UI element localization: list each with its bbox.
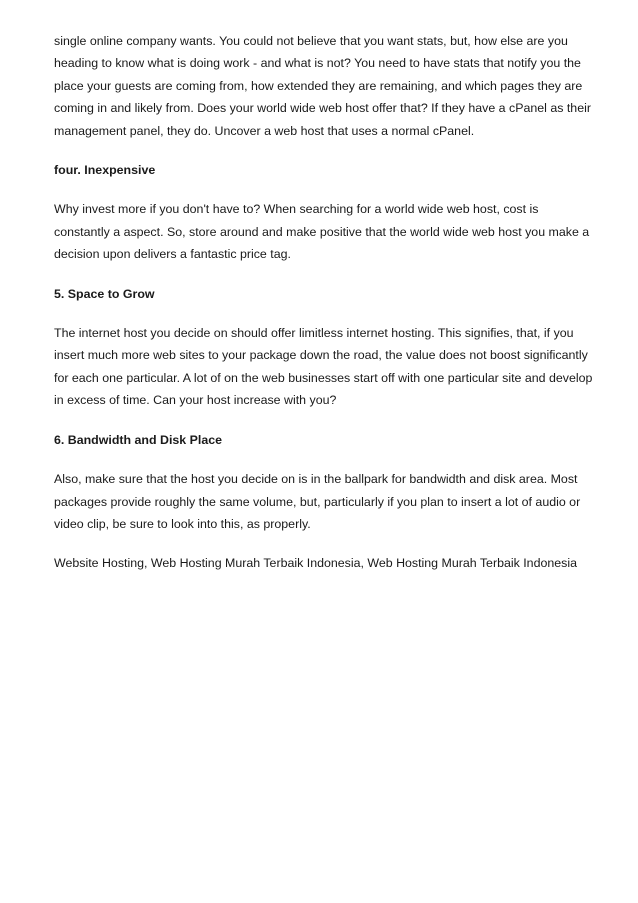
paragraph-inexpensive: Why invest more if you don't have to? When searching for a world wide web host, cost is constantly a aspect. So, store around and make positive that the world wide web host you make a decision upon delivers a fantastic price tag.	[54, 202, 590, 262]
paragraph-bandwidth-disk: Also, make sure that the host you decide on is in the ballpark for bandwidth and disk area. Most packages provide roughly the same volume, but, particularly if you plan to insert a lot of audio or video clip, be sure to look into this, as properly.	[54, 472, 581, 531]
document-page	[54, 30, 594, 575]
tags-line: Website Hosting, Web Hosting Murah Terbaik Indonesia, Web Hosting Murah Terbaik Indonesia	[54, 556, 577, 571]
heading-space-to-grow: 5. Space to Grow	[54, 286, 155, 301]
heading-inexpensive: four. Inexpensive	[54, 163, 156, 178]
paragraph-stats: single online company wants. You could not believe that you want stats, but, how else are you heading to know what is doing work - and what is not? You need to have stats that notify you the place your guests are coming from, how extended they are remaining, and which pages they are coming in and likely from. Does your world wide web host offer that? If they have a cPanel as their management panel, they do. Uncover a web host that uses a normal cPanel.	[54, 34, 591, 138]
heading-bandwidth-disk: 6. Bandwidth and Disk Place	[54, 432, 223, 447]
paragraph-space-to-grow: The internet host you decide on should offer limitless internet hosting. This signifies, that, if you insert much more web sites to your package down the road, the value does not boost significantly for each one particular. A lot of on the web businesses start off with one particular site and develop in excess of time. Can your host increase with you?	[54, 326, 593, 408]
